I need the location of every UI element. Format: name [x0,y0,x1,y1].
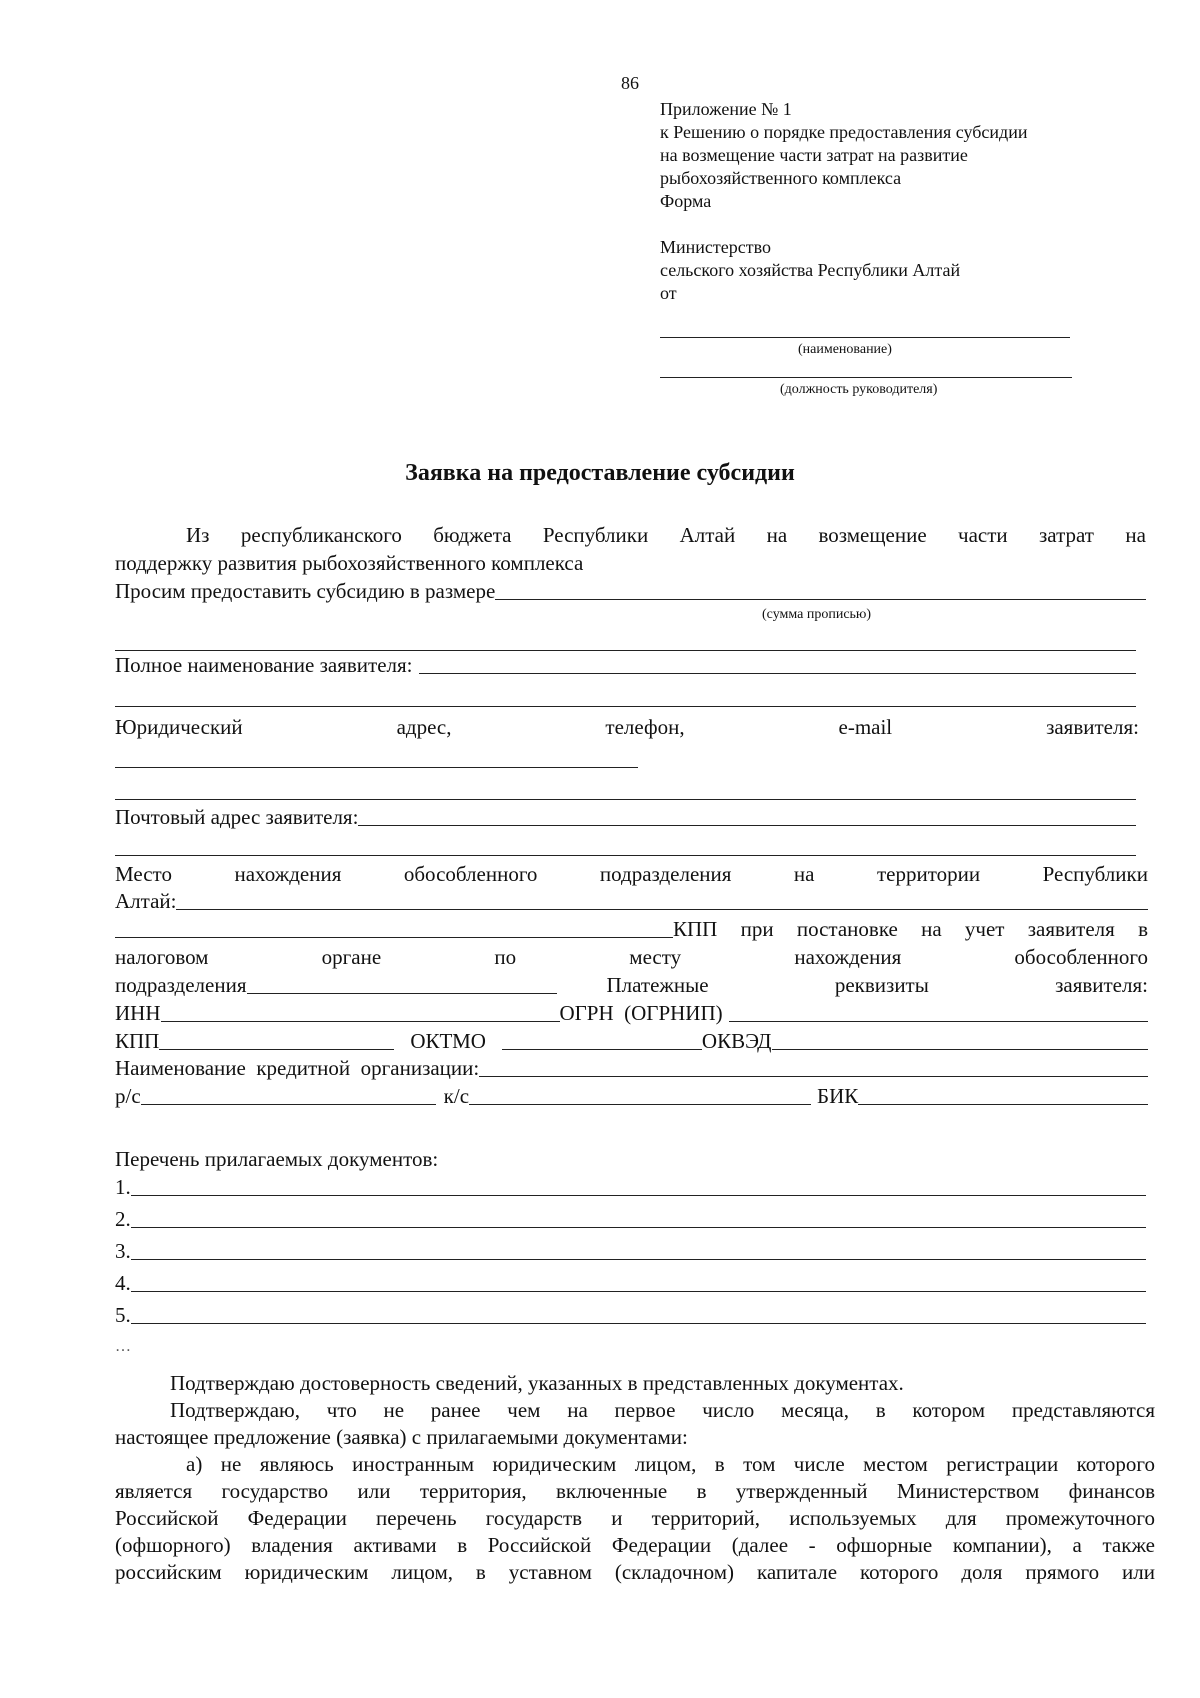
document-number: 1. [115,1175,131,1199]
intro-line-1 [186,522,1146,548]
subdivision-kpp-field[interactable] [247,973,557,994]
subdivision-row [115,972,1148,998]
word: месту [629,945,682,969]
page-number: 86 [621,73,639,93]
documents-title: Перечень прилагаемых документов: [115,1147,439,1171]
addressee-line: сельского хозяйства Республики Алтай [660,260,961,280]
word: телефон, [605,715,685,739]
document-number: 4. [115,1271,131,1295]
sum-caption: (сумма прописью) [762,607,872,622]
document-field[interactable] [131,1303,1146,1324]
legal-address-line [115,714,1139,740]
addressee-from: от [660,283,677,303]
payment-details-label [607,972,1149,998]
word: на [793,862,815,886]
word: республиканского [240,523,402,547]
legal-address-field[interactable] [115,767,638,768]
kpp-label: КПП [115,1029,160,1053]
location-line [115,861,1148,887]
word: нахождения [794,945,902,969]
confirmation-2-line-2: настоящее предложение (заявка) с прилагаемыми документами: [115,1425,688,1449]
subsidy-amount-field[interactable] [495,579,1146,600]
word: на [1125,523,1146,547]
word: подразделения [599,862,732,886]
bik-label: БИК [817,1084,859,1108]
word: обособленного [403,862,538,886]
subsidy-amount-row [115,578,1146,604]
word: части [958,523,1008,547]
blank-line[interactable] [115,799,1136,800]
blank-line[interactable] [115,706,1136,707]
postal-address-field[interactable] [358,805,1136,826]
clause-a-line-5: российским юридическим лицом, в уставном (складочном) капитале которого доля прямого или [115,1560,1155,1584]
oktmo-label: ОКТМО [410,1029,486,1053]
okved-field[interactable] [772,1029,1148,1050]
ks-field[interactable] [469,1084,811,1105]
document-number: 5. [115,1303,131,1327]
word: органе [321,945,382,969]
documents-ellipsis: … [115,1338,131,1355]
altai-row [115,888,1148,914]
word: Республики [542,523,649,547]
word: Алтай [679,523,736,547]
word: Республики [1042,862,1148,886]
document-item [115,1174,1146,1200]
intro-line-2: поддержку развития рыбохозяйственного комплекса [115,551,584,575]
inn-label: ИНН [115,1001,161,1025]
word: бюджета [433,523,512,547]
page-title: Заявка на предоставление субсидии [405,460,795,486]
bank-label: Наименование кредитной организации: [115,1056,480,1080]
word: затрат [1039,523,1094,547]
full-name-field[interactable] [419,653,1137,674]
word: адрес, [396,715,452,739]
clause-a-line-4: (офшорного) владения активами в Российской Федерации (далее - офшорные компании), а также [115,1533,1155,1557]
appendix-line: Приложение № 1 [660,99,792,119]
appendix-line: на возмещение части затрат на развитие [660,145,968,165]
subsidy-amount-label: Просим предоставить субсидию в размере [115,579,496,603]
full-name-label: Полное наименование заявителя: [115,653,413,677]
ks-label: к/с [443,1084,470,1108]
blank-line[interactable] [115,650,1136,651]
confirmation-2-line-1: Подтверждаю, что не ранее чем на первое число месяца, в котором представляются [170,1398,1155,1422]
subdivision-label: подразделения [115,973,247,997]
word: Из [186,523,210,547]
rs-field[interactable] [141,1084,436,1105]
clause-a-line-3: Российской Федерации перечень государств и территорий, используемых для промежуточного [115,1506,1155,1530]
applicant-name-line[interactable] [660,337,1070,338]
document-number: 2. [115,1207,131,1231]
document-field[interactable] [131,1271,1146,1292]
word: Место [115,862,172,886]
bank-field[interactable] [479,1056,1148,1077]
word: нахождения [234,862,342,886]
word: по [494,945,517,969]
clause-a-line-1: а) не являюсь иностранным юридическим лицом, в том числе местом регистрации которого [186,1452,1155,1476]
blank-line[interactable] [115,855,1136,856]
postal-address-row [115,804,1136,830]
document-number: 3. [115,1239,131,1263]
form-label: Форма [660,191,712,211]
word: на [766,523,788,547]
bank-row [115,1055,1148,1081]
kpp-oktmo-okved-row [115,1028,1148,1054]
head-position-line[interactable] [660,377,1072,378]
kpp-sentence [673,916,1148,942]
document-item [115,1302,1146,1328]
clause-a-line-2: является государство или территория, включенные в утвержденный Министерством финансов [115,1479,1155,1503]
word: возмещение [818,523,927,547]
word: налоговом [115,945,209,969]
word: обособленного [1014,945,1148,969]
word: e-mail [838,715,893,739]
rs-ks-bik-row [115,1083,1148,1109]
altai-label: Алтай: [115,889,177,913]
document-item [115,1270,1146,1296]
okved-label: ОКВЭД [701,1029,772,1053]
kpp-tax-row [115,916,1148,942]
inn-ogrn-row [115,1000,1148,1026]
kpp-sentence-text: КПП при постановке на учет заявителя в [673,917,1148,941]
document-field[interactable] [131,1239,1146,1260]
word: реквизиты [834,973,929,997]
rs-label: р/с [115,1084,141,1108]
kpp-field[interactable] [159,1029,394,1050]
inn-field[interactable] [161,1001,560,1022]
ogrn-label: ОГРН (ОГРНИП) [559,1001,723,1025]
ogrn-field[interactable] [729,1001,1148,1022]
word: Платежные [606,973,709,997]
appendix-line: к Решению о порядке предоставления субсидии [660,122,1028,142]
kpp-tax-field[interactable] [115,917,673,938]
bik-field[interactable] [858,1084,1148,1105]
document-field[interactable] [131,1175,1146,1196]
postal-address-label: Почтовый адрес заявителя: [115,805,359,829]
full-name-row [115,652,1136,678]
word: заявителя: [1046,715,1139,739]
document-field[interactable] [131,1207,1146,1228]
addressee-line: Министерство [660,237,771,257]
name-caption: (наименование) [798,342,892,357]
position-caption: (должность руководителя) [780,382,938,397]
document-item [115,1238,1146,1264]
subdivision-location-field[interactable] [176,889,1148,910]
appendix-line: рыбохозяйственного комплекса [660,168,902,188]
tax-line [115,944,1148,970]
document-item [115,1206,1146,1232]
oktmo-field[interactable] [502,1029,702,1050]
word: Юридический [115,715,243,739]
word: заявителя: [1055,973,1148,997]
confirmation-1: Подтверждаю достоверность сведений, указанных в представленных документах. [170,1371,904,1395]
word: территории [876,862,981,886]
